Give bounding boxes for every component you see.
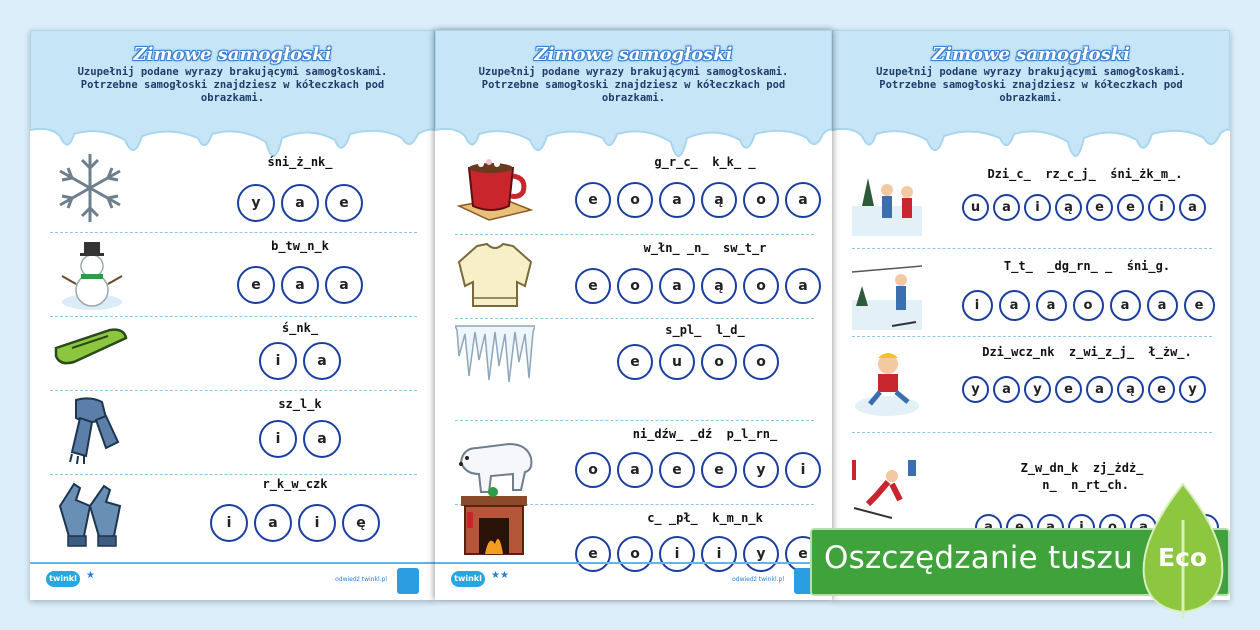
letter-circle: a	[1110, 290, 1141, 321]
letter-circle: a	[659, 268, 695, 304]
letter-circle: a	[1147, 290, 1178, 321]
letter-circle: e	[1117, 194, 1144, 221]
row-divider	[455, 234, 814, 235]
twinkl-logo: twinkl	[451, 571, 485, 587]
exercise-row	[852, 344, 1216, 428]
word-puzzle: ś_nk_	[281, 321, 319, 335]
letter-circle: ą	[1055, 194, 1082, 221]
word-puzzle: śni_ż_nk_	[267, 155, 333, 169]
snowflake-icon	[50, 148, 130, 228]
word-puzzle: w_łn_ _n_ sw_t_r	[643, 241, 767, 255]
letter-circle: ą	[1117, 376, 1144, 403]
row-divider	[50, 390, 417, 391]
letter-circle: i	[659, 536, 695, 572]
letter-circle: i	[1148, 194, 1175, 221]
letter-circles	[215, 184, 385, 222]
letter-circle: u	[962, 194, 989, 221]
letter-circle: i	[1024, 194, 1051, 221]
letter-circle: e	[325, 184, 363, 222]
letter-circle: e	[575, 536, 611, 572]
letter-circle: a	[281, 184, 319, 222]
snowman-icon	[50, 236, 130, 312]
letter-circle: e	[617, 344, 653, 380]
sled-icon	[50, 320, 130, 386]
letter-circle: a	[281, 266, 319, 304]
row-divider	[50, 232, 417, 233]
letter-circle: e	[1055, 376, 1082, 403]
word-puzzle: Dzi_wcz_nk z_wi_z_j_ ł_żw_.	[982, 345, 1192, 359]
letter-circle: i	[785, 452, 821, 488]
word-puzzle: Z_w_dn_k zj_żdż_ n_ n_rt_ch.	[1020, 461, 1144, 492]
letter-circle: a	[254, 504, 292, 542]
letter-circles	[240, 342, 360, 380]
page-title: Zimowe samogłoski	[931, 44, 1131, 65]
kids-snow-icon	[852, 166, 922, 242]
scarf-icon	[50, 396, 130, 470]
letter-circles	[573, 182, 823, 218]
letter-circle: o	[743, 268, 779, 304]
letter-circle: i	[259, 420, 297, 458]
difficulty-stars: ★	[86, 570, 95, 581]
word-puzzle: Dzi_c_ rz_c_j_ śni_żk_m_.	[987, 167, 1183, 181]
exercise-row	[852, 256, 1216, 340]
worksheet-page-2	[435, 30, 832, 600]
letter-circle: ę	[342, 504, 380, 542]
row-divider	[852, 248, 1212, 249]
footer-url: odwiedź twinkl.pl	[732, 576, 784, 583]
letter-circle: e	[575, 182, 611, 218]
letter-circle: y	[1179, 376, 1206, 403]
exercise-row	[455, 322, 818, 388]
letter-circle: y	[743, 536, 779, 572]
page-footer	[30, 562, 435, 600]
exercise-row	[50, 476, 421, 556]
letter-circle: a	[303, 420, 341, 458]
letter-circle: a	[325, 266, 363, 304]
letter-circle: a	[1179, 194, 1206, 221]
letter-circles	[948, 290, 1228, 321]
word-puzzle: ni_dźw_ _dź p_l_rn_	[632, 427, 778, 441]
row-divider	[852, 432, 1212, 433]
letter-circles	[613, 344, 783, 380]
letter-circle: e	[701, 452, 737, 488]
letter-circle: o	[701, 344, 737, 380]
letter-circle: a	[993, 376, 1020, 403]
letter-circle: e	[1148, 376, 1175, 403]
letter-circle: o	[617, 536, 653, 572]
letter-circle: a	[999, 290, 1030, 321]
worksheet-page-1	[30, 30, 435, 600]
fireplace-icon	[455, 482, 535, 562]
letter-circle: e	[575, 268, 611, 304]
twinkl-logo: twinkl	[46, 571, 80, 587]
exercise-row	[852, 166, 1216, 246]
letter-circles	[240, 420, 360, 458]
instructions: Uzupełnij podane wyrazy brakującymi samogłoskami. Potrzebne samogłoski znajdziesz w kółeczkach pod obrazkami.	[876, 66, 1186, 104]
letter-circle: o	[743, 344, 779, 380]
letter-circle: a	[785, 182, 821, 218]
exercise-row	[455, 148, 818, 228]
word-puzzle: b_tw_n_k	[271, 239, 329, 253]
exercise-row	[455, 478, 818, 562]
row-divider	[50, 474, 417, 475]
skating-girl-icon	[852, 344, 922, 424]
letter-circle: a	[1036, 290, 1067, 321]
letter-circles	[934, 376, 1230, 403]
word-puzzle: r_k_w_czk	[262, 477, 328, 491]
hot-chocolate-icon	[455, 148, 535, 228]
letter-circle: i	[962, 290, 993, 321]
row-divider	[455, 420, 814, 421]
letter-circle: o	[617, 182, 653, 218]
letter-circle: e	[659, 452, 695, 488]
slalom-skier-icon	[852, 456, 922, 536]
icicle-header	[832, 30, 1230, 180]
row-divider	[50, 316, 417, 317]
exercise-row	[50, 396, 421, 470]
skier-icon	[852, 256, 922, 336]
quality-badge-icon	[397, 568, 419, 594]
footer-url: odwiedź twinkl.pl	[335, 576, 387, 583]
letter-circles	[200, 504, 390, 542]
icicles-icon	[455, 322, 535, 388]
letter-circle: a	[303, 342, 341, 380]
letter-circle: a	[785, 268, 821, 304]
exercise-row	[50, 320, 421, 386]
word-puzzle: sz_l_k	[278, 397, 322, 411]
word-puzzle: g_r_c_ k_k_ _	[654, 155, 756, 169]
page-title: Zimowe samogłoski	[534, 44, 733, 65]
letter-circles	[215, 266, 385, 304]
letter-circle: o	[575, 452, 611, 488]
letter-circle: y	[237, 184, 275, 222]
letter-circle: y	[1024, 376, 1051, 403]
letter-circle: i	[210, 504, 248, 542]
exercise-row	[50, 148, 421, 228]
letter-circle: a	[1086, 376, 1113, 403]
row-divider	[852, 336, 1212, 337]
letter-circle: e	[1184, 290, 1215, 321]
eco-badge-label: Eco	[1158, 543, 1208, 572]
exercise-row	[455, 238, 818, 314]
eco-banner-label: Oszczędzanie tuszu	[824, 540, 1133, 576]
letter-circle: a	[993, 194, 1020, 221]
letter-circle: i	[701, 536, 737, 572]
letter-circle: o	[1073, 290, 1104, 321]
letter-circle: i	[298, 504, 336, 542]
page-footer	[435, 562, 832, 600]
letter-circle: ą	[701, 182, 737, 218]
instructions: Uzupełnij podane wyrazy brakującymi samogłoskami. Potrzebne samogłoski znajdziesz w kółeczkach pod obrazkami.	[478, 66, 789, 104]
word-puzzle: c_ _pł_ k_m_n_k	[647, 511, 763, 525]
letter-circle: e	[237, 266, 275, 304]
letter-circle: a	[659, 182, 695, 218]
gloves-icon	[50, 476, 130, 556]
letter-circle: u	[659, 344, 695, 380]
letter-circle: o	[743, 182, 779, 218]
letter-circle: y	[743, 452, 779, 488]
letter-circles	[934, 194, 1230, 221]
letter-circle: e	[1086, 194, 1113, 221]
letter-circle: a	[617, 452, 653, 488]
letter-circle: y	[962, 376, 989, 403]
difficulty-stars: ★★	[491, 570, 509, 581]
page-title: Zimowe samogłoski	[133, 44, 332, 65]
letter-circle: o	[617, 268, 653, 304]
sweater-icon	[455, 238, 535, 314]
letter-circles	[573, 268, 823, 304]
letter-circle: e	[785, 536, 821, 572]
exercise-row	[50, 236, 421, 312]
letter-circle: ą	[701, 268, 737, 304]
instructions: Uzupełnij podane wyrazy brakującymi samogłoskami. Potrzebne samogłoski znajdziesz w kółeczkach pod obrazkami.	[77, 66, 388, 104]
word-puzzle: T_t_ _dg_rn_ _ śni_g.	[1003, 259, 1171, 273]
letter-circle: i	[259, 342, 297, 380]
row-divider	[455, 318, 814, 319]
word-puzzle: s_pl_ l_d_	[665, 323, 745, 337]
